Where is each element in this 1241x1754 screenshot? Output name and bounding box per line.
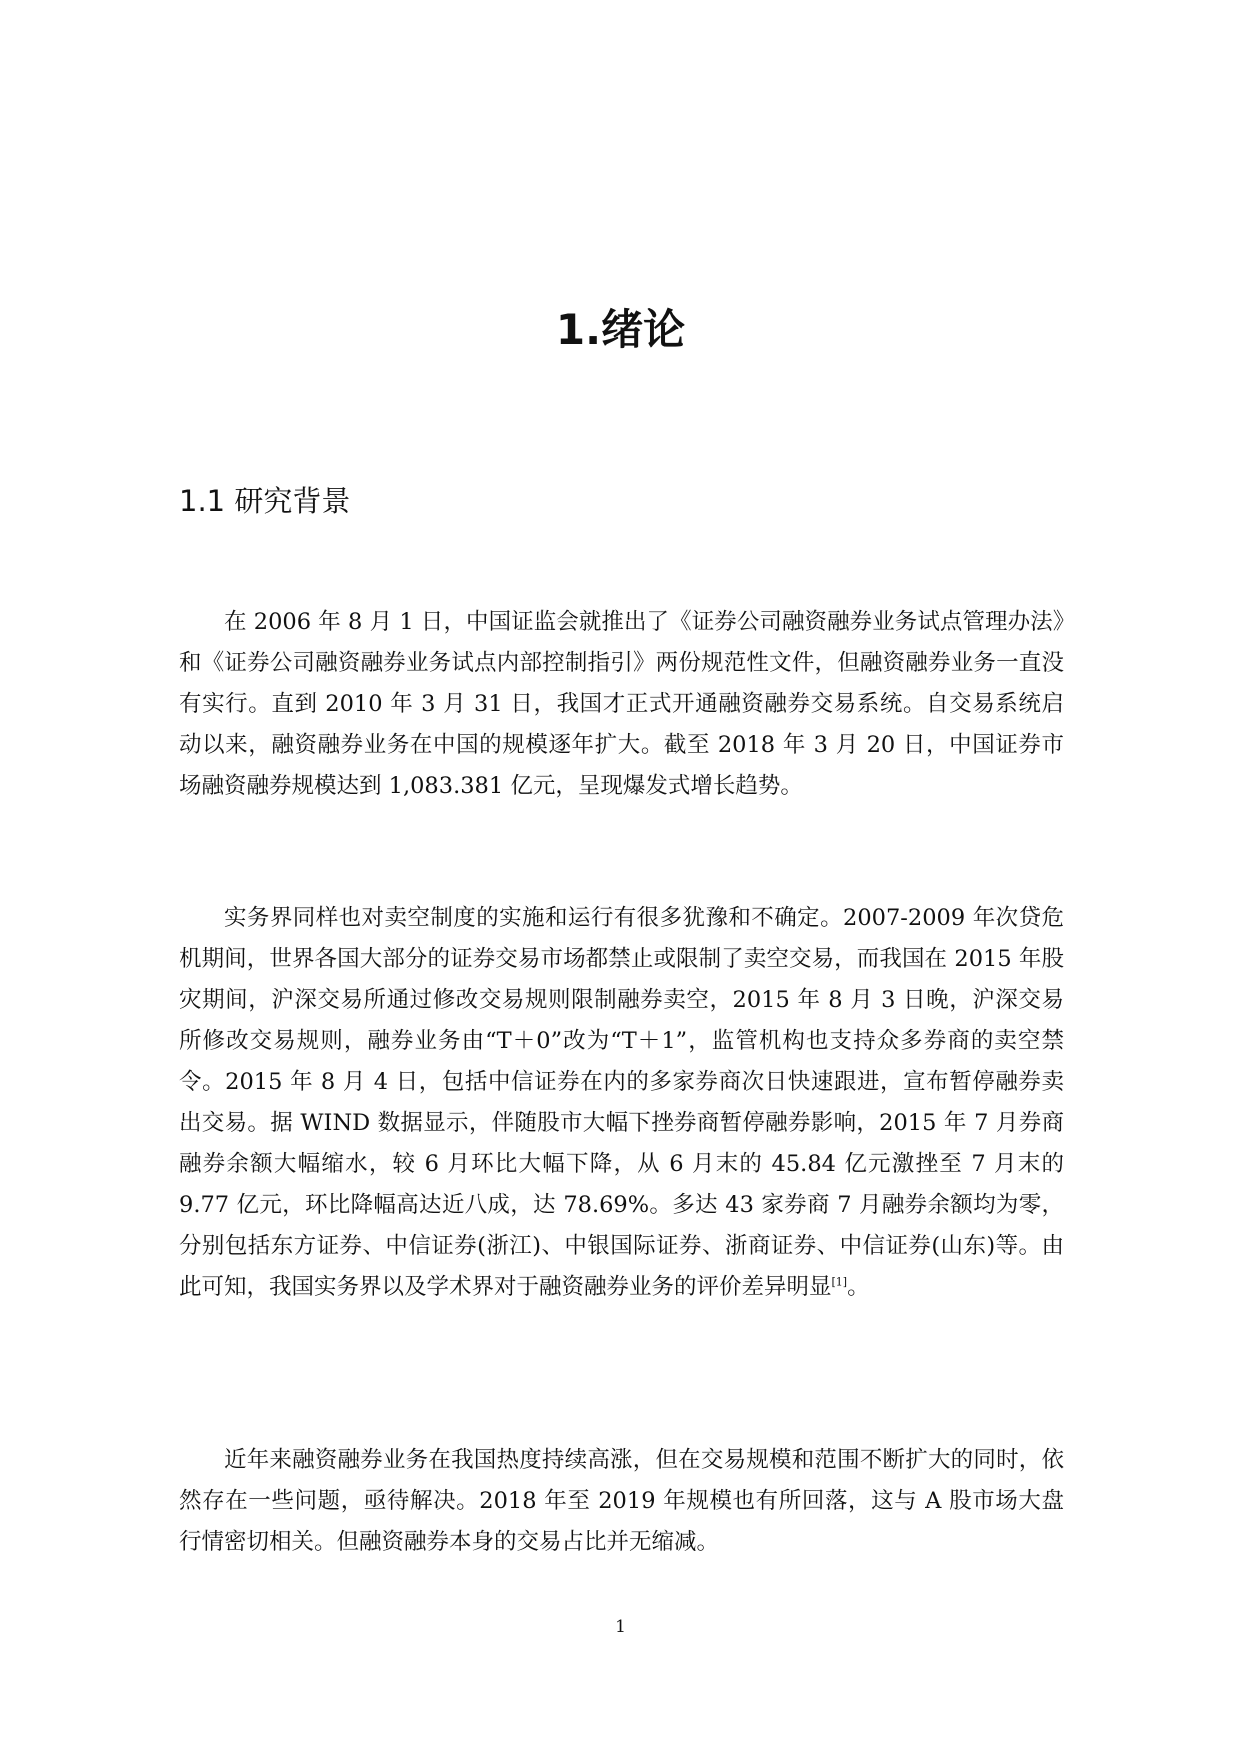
- paragraph-3: [179, 1440, 1064, 1563]
- paragraph-1: [179, 602, 1064, 807]
- paragraph-1-text: 在 2006 年 8 月 1 日，中国证监会就推出了《证券公司融资融券业务试点管理办法》和《证券公司融资融券业务试点内部控制指引》两份规范性文件，但融资融券业务一直没有实行。直到 2010 年 3 月 31 日，我国才正式开通融资融券交易系统。自交易系统启动以来，融资融券业务在中国的规模逐年扩大。截至 2018 年 3 月 20 日，中国证券市场融资融券规模达到 1,083.381 亿元，呈现爆发式增长趋势。: [179, 609, 1064, 799]
- paragraph-2-ending: 。: [847, 1274, 870, 1300]
- paragraph-2-text: 实务界同样也对卖空制度的实施和运行有很多犹豫和不确定。2007-2009 年次贷危机期间，世界各国大部分的证券交易市场都禁止或限制了卖空交易，而我国在 2015 年股灾期间，沪深交易所通过修改交易规则限制融券卖空，2015 年 8 月 3 日晚，沪深交易所修改交易规则，融券业务由“T＋0”改为“T＋1”，监管机构也支持众多券商的卖空禁令。2015 年 8 月 4 日，包括中信证券在内的多家券商次日快速跟进，宣布暂停融券卖出交易。据 WIND 数据显示，伴随股市大幅下挫券商暂停融券影响，2015 年 7 月券商融券余额大幅缩水，较 6 月环比大幅下降，从 6 月末的 45.84 亿元激挫至 7 月末的 9.77 亿元，环比降幅高达近八成，达 78.69%。多达 43 家券商 7 月融券余额均为零，分别包括东方证券、中信证券(浙江)、中银国际证券、浙商证券、中信证券(山东)等。由此可知，我国实务界以及学术界对于融资融券业务的评价差异明显: [179, 905, 1064, 1300]
- paragraph-2: [179, 898, 1064, 1308]
- chapter-title: 1.绪论: [555, 305, 686, 354]
- page-number: 1: [615, 1617, 626, 1637]
- paragraph-3-text: 近年来融资融券业务在我国热度持续高涨，但在交易规模和范围不断扩大的同时，依然存在一些问题，亟待解决。2018 年至 2019 年规模也有所回落，这与 A 股市场大盘行情密切相关。但融资融券本身的交易占比并无缩减。: [179, 1447, 1064, 1555]
- citation-reference[interactable]: [1]: [831, 1275, 848, 1289]
- section-title: 1.1 研究背景: [179, 484, 351, 518]
